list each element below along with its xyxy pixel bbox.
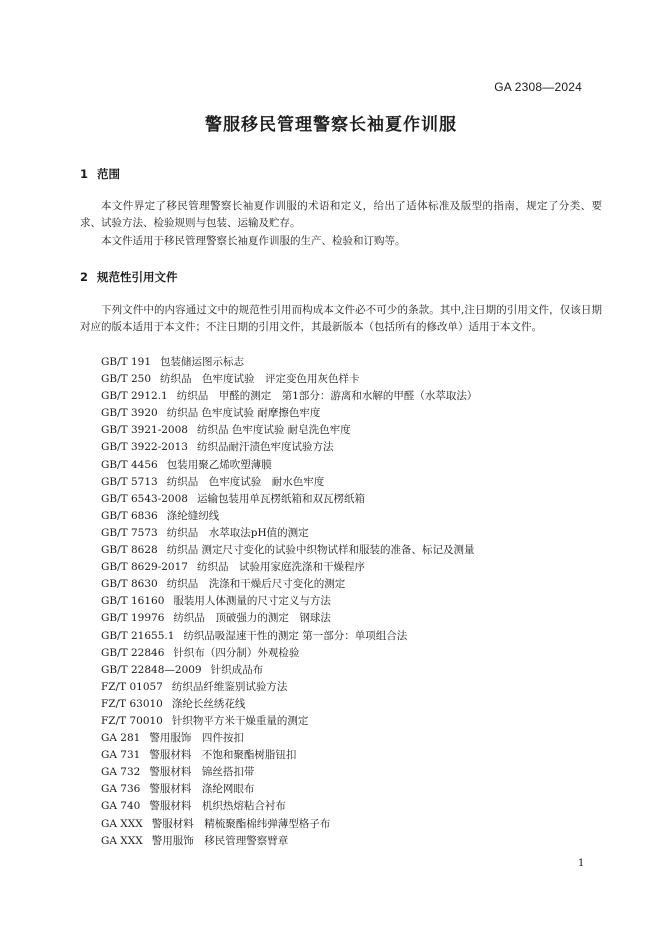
reference-title: 涤纶长丝绣花线 [171, 697, 246, 710]
reference-code: GB/T 3921-2008 [101, 424, 188, 437]
reference-item [101, 781, 477, 798]
reference-item [101, 474, 477, 491]
reference-item [101, 747, 477, 764]
reference-code: GB/T 7573 [101, 526, 158, 539]
section-1-heading [80, 166, 120, 182]
reference-code: GB/T 16160 [101, 595, 165, 608]
reference-item [101, 559, 477, 576]
reference-title: 包装用聚乙烯吹塑薄膜 [166, 458, 272, 471]
reference-code: FZ/T 63010 [101, 697, 163, 710]
reference-code: GB/T 5713 [101, 475, 158, 488]
reference-code: GB/T 6836 [101, 509, 158, 522]
reference-title: 警服材料 锦丝搭扣带 [149, 766, 255, 779]
reference-title: 纺织品 色牢度试验 耐皂洗色牢度 [196, 424, 351, 437]
reference-title: 纺织品 色牢度试验 耐水色牢度 [166, 475, 325, 488]
reference-list [101, 354, 477, 850]
reference-title: 运输包装用单瓦楞纸箱和双瓦楞纸箱 [196, 492, 365, 505]
reference-title: 警服材料 涤纶网眼布 [149, 783, 255, 796]
reference-title: 纺织品 试验用家庭洗涤和干燥程序 [196, 561, 365, 574]
reference-item [101, 764, 477, 781]
reference-item [101, 593, 477, 610]
reference-code: GB/T 19976 [101, 612, 165, 625]
reference-code: GB/T 191 [101, 356, 152, 368]
reference-title: 纺织品 甲醛的测定 第1部分：游离和水解的甲醛（水萃取法） [176, 390, 478, 403]
reference-item [101, 422, 477, 439]
reference-title: 纺织品 色牢度试验 评定变色用灰色样卡 [160, 373, 360, 386]
reference-item [101, 816, 477, 833]
reference-title: 纺织品 测定尺寸变化的试验中织物试样和服装的准备、标记及测量 [166, 544, 475, 557]
reference-item [101, 730, 477, 747]
reference-title: 警服材料 机织热熔粘合衬布 [149, 800, 286, 813]
reference-code: GB/T 8629-2017 [101, 561, 188, 574]
page-number: 1 [578, 858, 585, 869]
reference-title: 涤纶缝纫线 [166, 509, 220, 522]
reference-item [101, 628, 477, 645]
reference-code: GA 736 [101, 783, 141, 796]
reference-code: GA 731 [101, 749, 141, 762]
reference-title: 警用服饰 四件按扣 [149, 732, 244, 745]
document-title: 警服移民管理警察长袖夏作训服 [205, 115, 457, 135]
reference-item [101, 696, 477, 713]
reference-item [101, 354, 477, 371]
reference-title: 纺织品 水萃取法pH值的测定 [166, 526, 309, 539]
reference-code: GB/T 6543-2008 [101, 492, 188, 505]
reference-code: GB/T 8630 [101, 578, 158, 591]
reference-item [101, 388, 477, 405]
reference-code: GB/T 22848—2009 [101, 663, 202, 676]
reference-code: GA 281 [101, 732, 141, 745]
reference-code: GB/T 4456 [101, 458, 158, 471]
section-2-intro: 下列文件中的内容通过文中的规范性引用而构成本文件必不可少的条款。其中,注日期的引用文件，仅该日期对应的版本适用于本文件；不注日期的引用文件，其最新版本（包括所有的修改单）适用于本文件。 [80, 304, 602, 333]
reference-item [101, 542, 477, 559]
reference-title: 纺织品 色牢度试验 耐摩擦色牢度 [166, 407, 321, 420]
reference-code: GA XXX [101, 817, 143, 830]
reference-item [101, 610, 477, 627]
reference-code: GB/T 21655.1 [101, 629, 175, 642]
reference-title: 纺织品耐汗渍色牢度试验方法 [196, 441, 334, 454]
section-1-title: 范围 [97, 167, 120, 181]
section-2-title: 规范性引用文件 [97, 270, 178, 284]
reference-item [101, 679, 477, 696]
reference-item [101, 645, 477, 662]
reference-item [101, 662, 477, 679]
reference-code: GA XXX [101, 834, 143, 847]
reference-item [101, 491, 477, 508]
reference-title: 纺织品 顶破强力的测定 钢球法 [173, 612, 331, 625]
reference-item [101, 798, 477, 815]
reference-title: 警用服饰 移民管理警察臂章 [151, 834, 289, 847]
reference-code: GB/T 250 [101, 373, 152, 386]
reference-code: GB/T 22846 [101, 646, 165, 659]
section-2-heading [80, 269, 178, 285]
reference-code: FZ/T 01057 [101, 680, 163, 693]
section-1-paragraph-1: 本文件界定了移民管理警察长袖夏作训服的术语和定义，给出了适体标准及版型的指南，规定了分类、要求、试验方法、检验规则与包装、运输及贮存。 [80, 200, 602, 229]
reference-title: 纺织品吸湿速干性的测定 第一部分：单项组合法 [183, 629, 408, 642]
reference-code: GA 732 [101, 766, 141, 779]
reference-title: 针织成品布 [210, 663, 264, 676]
reference-code: GB/T 8628 [101, 544, 158, 557]
reference-item [101, 525, 477, 542]
section-2-number: 2 [80, 270, 89, 284]
standard-code: GA 2308—2024 [494, 80, 582, 94]
reference-item [101, 713, 477, 730]
reference-item [101, 457, 477, 474]
reference-item [101, 405, 477, 422]
section-1-number: 1 [80, 167, 89, 181]
reference-title: 服装用人体测量的尺寸定义与方法 [173, 595, 331, 608]
reference-item [101, 576, 477, 593]
reference-title: 警服材料 不饱和聚酯树脂钮扣 [149, 749, 297, 762]
reference-code: FZ/T 70010 [101, 714, 163, 727]
reference-title: 纺织品纤维鉴别试验方法 [171, 680, 288, 693]
reference-item [101, 371, 477, 388]
reference-item [101, 508, 477, 525]
reference-item [101, 439, 477, 456]
section-1-paragraph-2: 本文件适用于移民管理警察长袖夏作训服的生产、检验和订购等。 [101, 235, 406, 247]
reference-code: GB/T 3920 [101, 407, 158, 420]
reference-title: 包装储运图示标志 [160, 356, 245, 368]
reference-title: 针织物平方米干燥重量的测定 [171, 714, 309, 727]
reference-title: 警服材料 精梳聚酯棉纬弹薄型格子布 [151, 817, 331, 830]
reference-title: 纺织品 洗涤和干燥后尺寸变化的测定 [166, 578, 346, 591]
reference-item [101, 833, 477, 850]
reference-title: 针织布（四分制）外观检验 [173, 646, 300, 659]
reference-code: GB/T 3922-2013 [101, 441, 188, 454]
reference-code: GA 740 [101, 800, 141, 813]
reference-code: GB/T 2912.1 [101, 390, 168, 403]
